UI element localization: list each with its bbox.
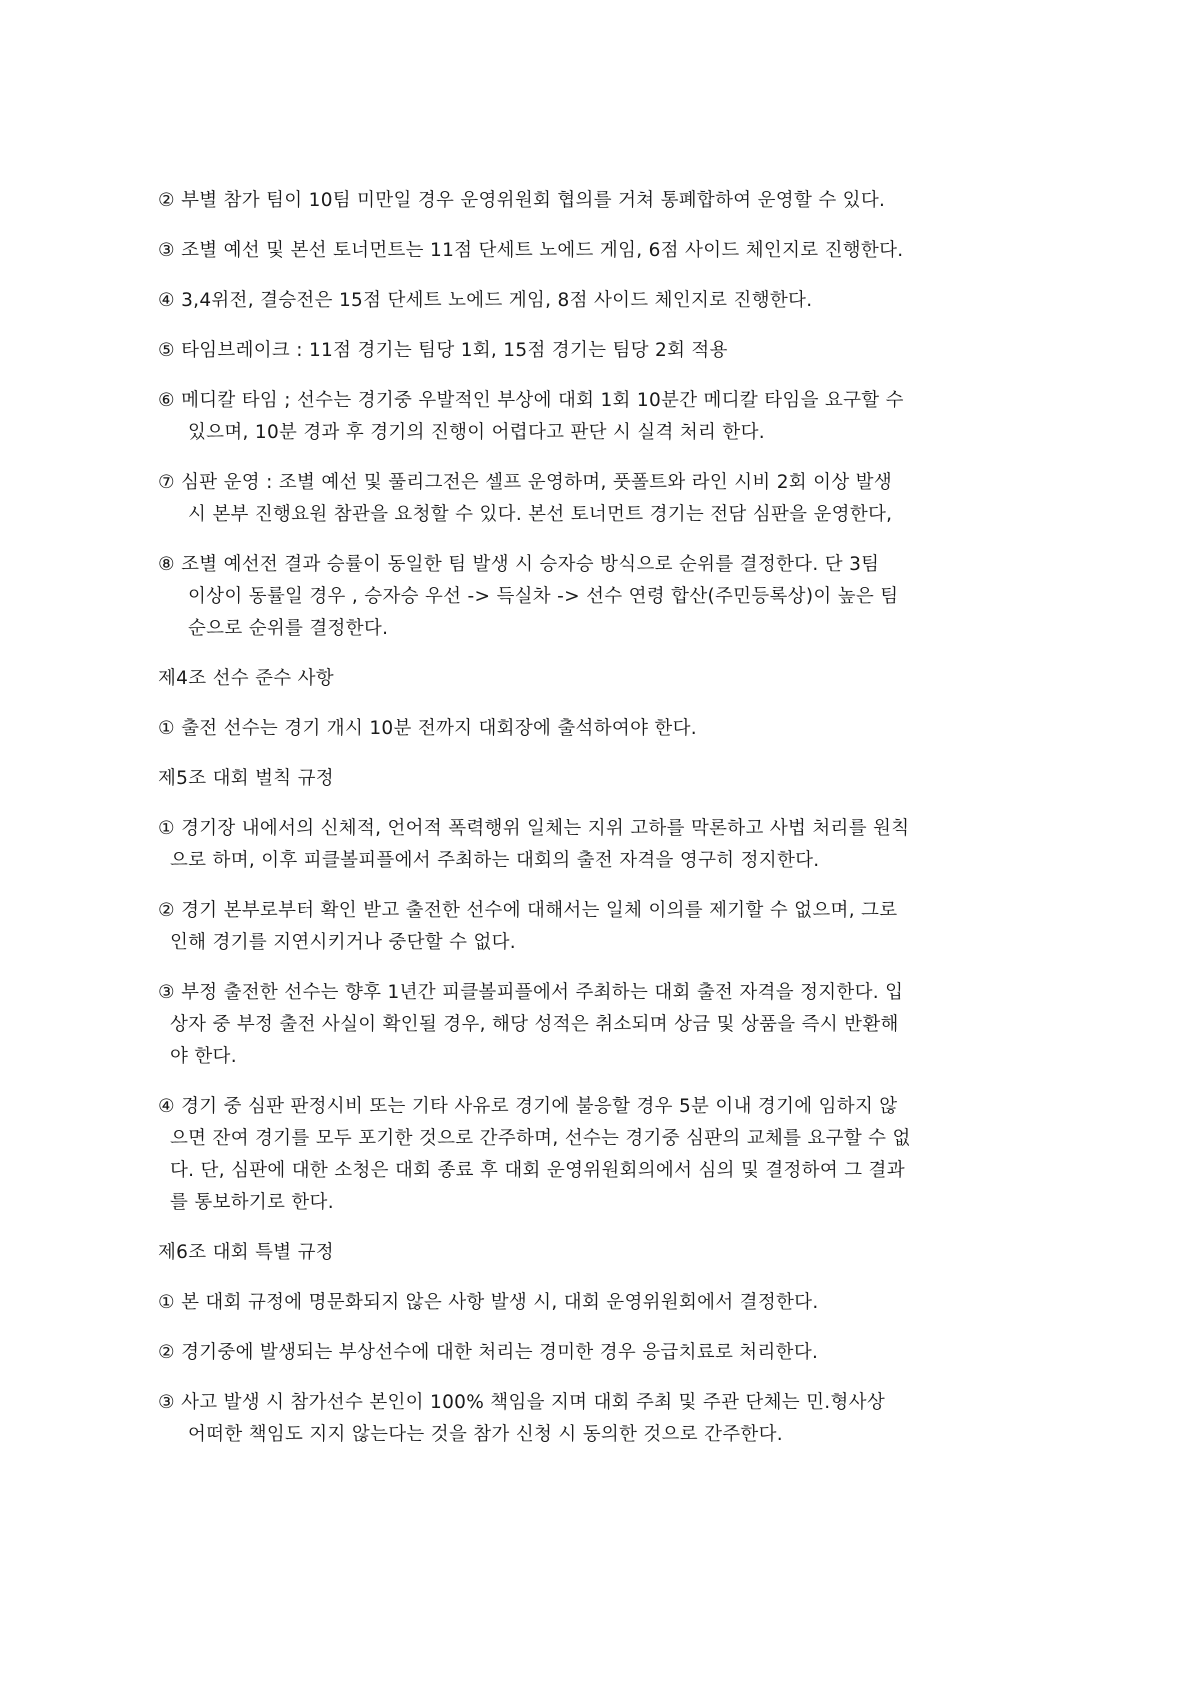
rule-paragraph <box>158 713 1038 745</box>
text-line: ③ 조별 예선 및 본선 토너먼트는 11점 단세트 노에드 게임, 6점 사이드 체인지로 진행한다. <box>158 240 904 261</box>
rule-paragraph <box>158 549 1038 645</box>
rule-paragraph <box>158 285 1038 317</box>
text-line: 야 한다. <box>170 1046 237 1067</box>
rule-paragraph <box>158 813 1038 877</box>
rule-paragraph <box>158 1091 1038 1219</box>
rule-paragraph <box>158 335 1038 367</box>
text-line: ③ 부정 출전한 선수는 향후 1년간 피클볼피플에서 주최하는 대회 출전 자격을 정지한다. 입 <box>158 982 904 1003</box>
text-line: ① 출전 선수는 경기 개시 10분 전까지 대회장에 출석하여야 한다. <box>158 718 697 739</box>
text-line: 이상이 동률일 경우 , 승자승 우선 -> 득실차 -> 선수 연령 합산(주민등록상)이 높은 팀 <box>188 586 899 607</box>
text-line: ① 경기장 내에서의 신체적, 언어적 폭력행위 일체는 지위 고하를 막론하고 사법 처리를 원칙 <box>158 818 910 839</box>
text-line: 으로 하며, 이후 피클볼피플에서 주최하는 대회의 출전 자격을 영구히 정지한다. <box>170 850 820 871</box>
rule-paragraph <box>158 895 1038 959</box>
text-line: ⑧ 조별 예선전 결과 승률이 동일한 팀 발생 시 승자승 방식으로 순위를 결정한다. 단 3팀 <box>158 554 880 575</box>
text-line: ① 본 대회 규정에 명문화되지 않은 사항 발생 시, 대회 운영위원회에서 결정한다. <box>158 1292 819 1313</box>
text-line: 어떠한 책임도 지지 않는다는 것을 참가 신청 시 동의한 것으로 간주한다. <box>188 1424 783 1445</box>
rule-paragraph <box>158 467 1038 531</box>
section-heading <box>158 1237 1038 1269</box>
text-line: ② 경기 본부로부터 확인 받고 출전한 선수에 대해서는 일체 이의를 제기할 수 없으며, 그로 <box>158 900 898 921</box>
text-line: 인해 경기를 지연시키거나 중단할 수 없다. <box>170 932 516 953</box>
text-line: 순으로 순위를 결정한다. <box>188 618 389 639</box>
document-body <box>158 185 1038 1469</box>
text-line: ⑦ 심판 운영 : 조별 예선 및 풀리그전은 셀프 운영하며, 풋폴트와 라인 시비 2회 이상 발생 <box>158 472 893 493</box>
section-heading <box>158 663 1038 695</box>
text-line: ⑤ 타임브레이크 : 11점 경기는 팀당 1회, 15점 경기는 팀당 2회 적용 <box>158 340 728 361</box>
text-line: 제4조 선수 준수 사항 <box>158 668 334 689</box>
text-line: ③ 사고 발생 시 참가선수 본인이 100% 책임을 지며 대회 주최 및 주관 단체는 민.형사상 <box>158 1392 885 1413</box>
rule-paragraph <box>158 1287 1038 1319</box>
text-line: ⑥ 메디칼 타임 ; 선수는 경기중 우발적인 부상에 대회 1회 10분간 메디칼 타임을 요구할 수 <box>158 390 904 411</box>
text-line: 있으며, 10분 경과 후 경기의 진행이 어렵다고 판단 시 실격 처리 한다. <box>188 422 765 443</box>
text-line: ② 경기중에 발생되는 부상선수에 대한 처리는 경미한 경우 응급치료로 처리한다. <box>158 1342 819 1363</box>
text-line: 제5조 대회 벌칙 규정 <box>158 768 334 789</box>
rule-paragraph <box>158 977 1038 1073</box>
text-line: ② 부별 참가 팀이 10팀 미만일 경우 운영위원회 협의를 거쳐 통폐합하여 운영할 수 있다. <box>158 190 886 211</box>
text-line: 으면 잔여 경기를 모두 포기한 것으로 간주하며, 선수는 경기중 심판의 교체를 요구할 수 없 <box>170 1128 911 1149</box>
text-line: ④ 경기 중 심판 판정시비 또는 기타 사유로 경기에 불응할 경우 5분 이내 경기에 임하지 않 <box>158 1096 898 1117</box>
rule-paragraph <box>158 1387 1038 1451</box>
text-line: 제6조 대회 특별 규정 <box>158 1242 334 1263</box>
section-heading <box>158 763 1038 795</box>
text-line: 상자 중 부정 출전 사실이 확인될 경우, 해당 성적은 취소되며 상금 및 상품을 즉시 반환해 <box>170 1014 899 1035</box>
text-line: 시 본부 진행요원 참관을 요청할 수 있다. 본선 토너먼트 경기는 전담 심판을 운영한다, <box>188 504 893 525</box>
text-line: 를 통보하기로 한다. <box>170 1192 334 1213</box>
rule-paragraph <box>158 235 1038 267</box>
text-line: ④ 3,4위전, 결승전은 15점 단세트 노에드 게임, 8점 사이드 체인지로 진행한다. <box>158 290 813 311</box>
rule-paragraph <box>158 385 1038 449</box>
rule-paragraph <box>158 1337 1038 1369</box>
rule-paragraph <box>158 185 1038 217</box>
text-line: 다. 단, 심판에 대한 소청은 대회 종료 후 대회 운영위원회의에서 심의 및 결정하여 그 결과 <box>170 1160 905 1181</box>
